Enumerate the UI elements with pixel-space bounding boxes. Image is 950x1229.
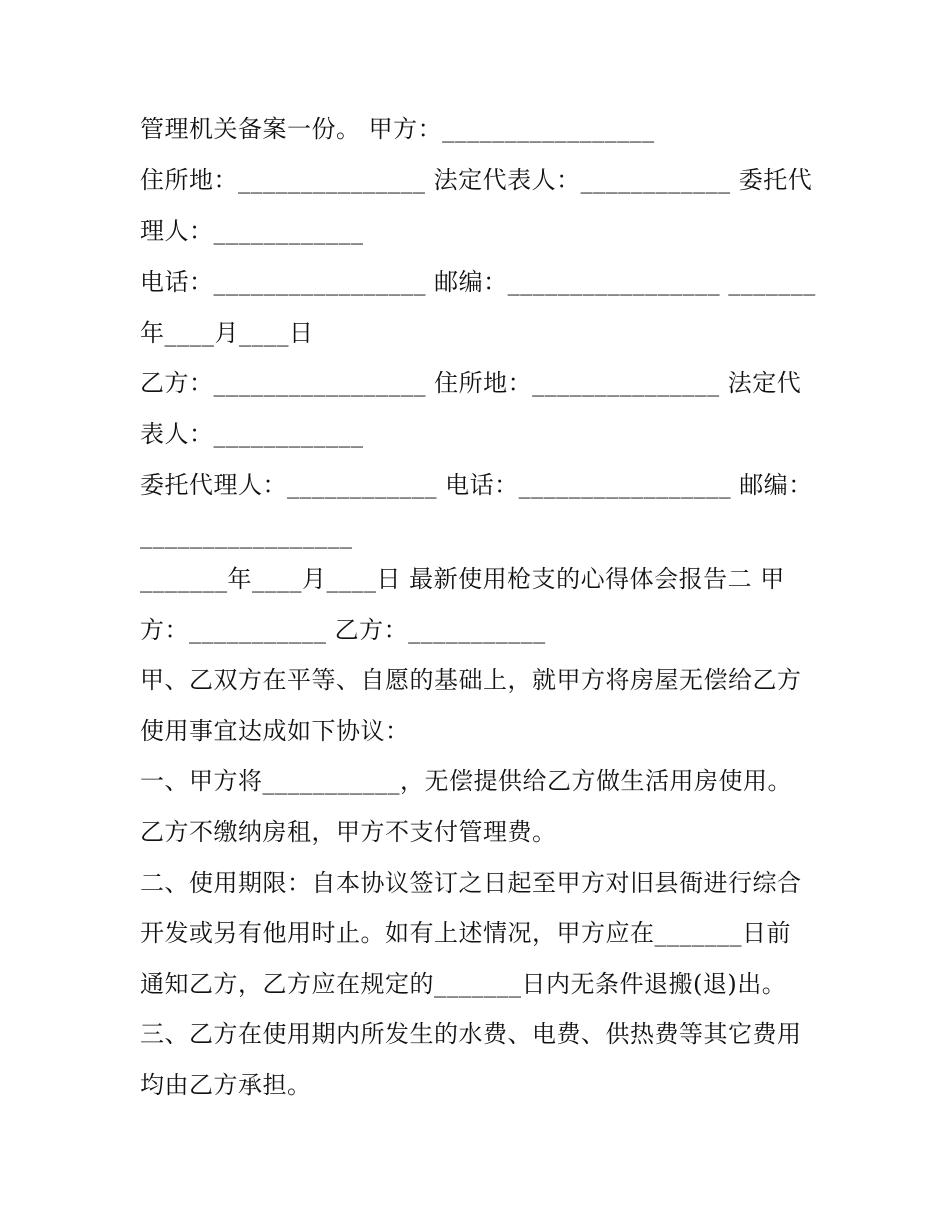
text-line: 年____月____日 [140, 319, 314, 347]
text-line: 理人：____________ [140, 217, 364, 245]
text-line: 乙方：_________________ 住所地：_______________ 法定代 [140, 369, 802, 397]
text-line: _______年____月____日 最新使用枪支的心得体会报告二 甲 [140, 565, 785, 593]
text-line: 三、乙方在使用期内所发生的水费、电费、供热费等其它费用 [140, 1020, 802, 1048]
text-line: 表人：____________ [140, 420, 364, 448]
text-line: 住所地：_______________ 法定代表人：____________ 委托代 [140, 166, 813, 194]
text-line: 方：___________ 乙方：___________ [140, 616, 546, 644]
text-line: 开发或另有他用时止。如有上述情况，甲方应在_______日前 [140, 919, 791, 947]
text-line: 甲、乙双方在平等、自愿的基础上，就甲方将房屋无偿给乙方 [140, 666, 802, 694]
text-line: 均由乙方承担。 [140, 1071, 312, 1099]
text-line: 通知乙方，乙方应在规定的_______日内无条件退搬(退)出。 [140, 970, 787, 998]
text-line: 管理机关备案一份。 甲方：_________________ [140, 115, 655, 143]
text-line: 二、使用期限：自本协议签订之日起至甲方对旧县衙进行综合 [140, 869, 802, 897]
text-line: 使用事宜达成如下协议： [140, 717, 410, 745]
text-line: _________________ [140, 521, 353, 549]
text-line: 一、甲方将___________，无偿提供给乙方做生活用房使用。 [140, 767, 792, 795]
text-line: 委托代理人：____________ 电话：_________________ 邮编： [140, 471, 813, 499]
text-line: 电话：_________________ 邮编：_________________ _______ [140, 268, 816, 296]
text-line: 乙方不缴纳房租，甲方不支付管理费。 [140, 818, 557, 846]
